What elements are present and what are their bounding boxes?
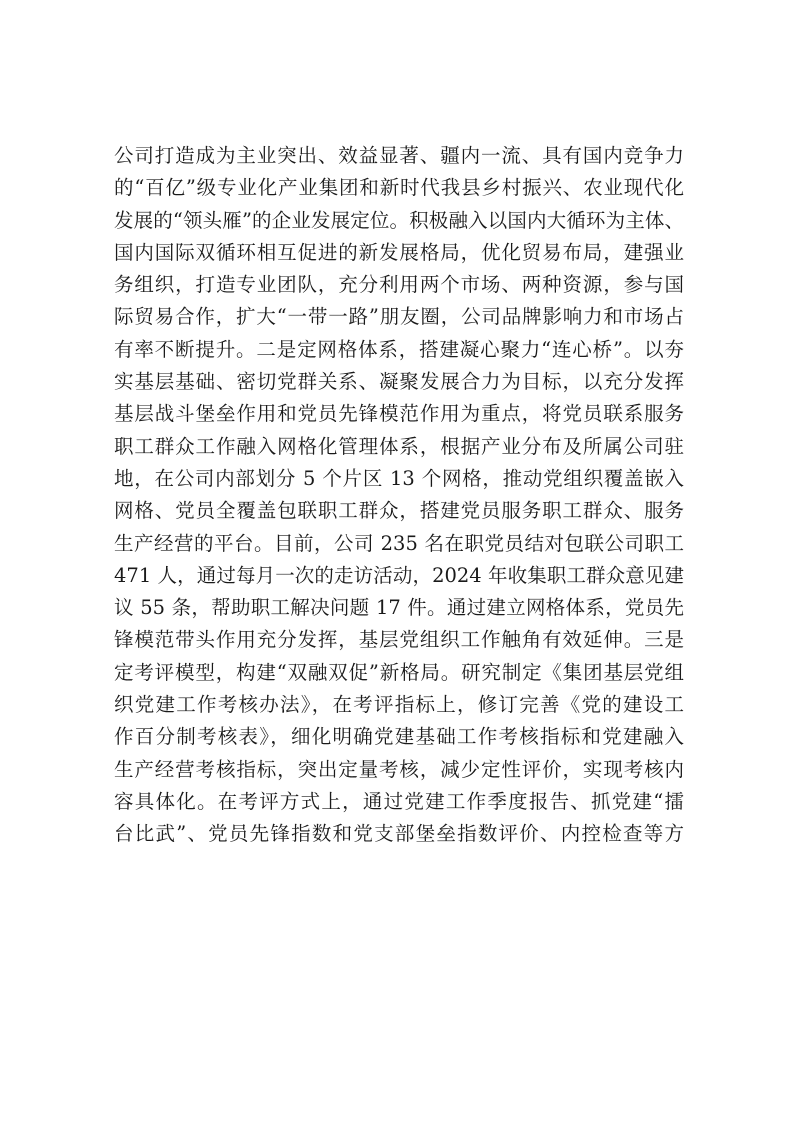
text-line: 台比武”、党员先锋指数和党支部堡垒指数评价、内控检查等方 [114,822,684,846]
text-line: 地，在公司内部划分 5 个片区 13 个网格，推动党组织覆盖嵌入 [114,466,684,490]
text-line: 公司打造成为主业突出、效益显著、疆内一流、具有国内竞争力 [114,144,684,167]
text-line: 作百分制考核表》，细化明确党建基础工作考核指标和党建融入 [114,725,684,749]
text-line: 发展的“领头雁”的企业发展定位。积极融入以国内大循环为主体、 [114,208,684,232]
text-line: 471 人，通过每月一次的走访活动，2024 年收集职工群众意见建 [114,563,684,587]
text-line: 生产经营考核指标，突出定量考核，减少定性评价，实现考核内 [114,757,684,781]
text-line: 际贸易合作，扩大“一带一路”朋友圈，公司品牌影响力和市场占 [114,305,684,329]
text-line: 实基层基础、密切党群关系、凝聚发展合力为目标，以充分发挥 [114,370,684,394]
text-line: 织党建工作考核办法》，在考评指标上，修订完善《党的建设工 [114,693,684,717]
text-line: 的“百亿”级专业化产业集团和新时代我县乡村振兴、农业现代化 [114,176,684,200]
text-line: 生产经营的平台。目前，公司 235 名在职党员结对包联公司职工 [114,531,684,555]
text-line: 务组织，打造专业团队，充分利用两个市场、两种资源，参与国 [114,273,684,297]
text-line: 容具体化。在考评方式上，通过党建工作季度报告、抓党建“擂 [114,789,684,813]
text-line: 议 55 条，帮助职工解决问题 17 件。通过建立网格体系，党员先 [114,596,684,620]
body-paragraph [114,140,684,851]
text-line: 基层战斗堡垒作用和党员先锋模范作用为重点，将党员联系服务 [114,402,684,426]
text-line: 国内国际双循环相互促进的新发展格局，优化贸易布局，建强业 [114,240,684,264]
text-line: 网格、党员全覆盖包联职工群众，搭建党员服务职工群众、服务 [114,499,684,523]
text-line: 职工群众工作融入网格化管理体系，根据产业分布及所属公司驻 [114,434,684,458]
text-line: 锋模范带头作用充分发挥，基层党组织工作触角有效延伸。三是 [114,628,684,652]
text-line: 有率不断提升。二是定网格体系，搭建凝心聚力“连心桥”。以夯 [114,337,684,361]
text-line: 定考评模型，构建“双融双促”新格局。研究制定《集团基层党组 [114,660,684,684]
